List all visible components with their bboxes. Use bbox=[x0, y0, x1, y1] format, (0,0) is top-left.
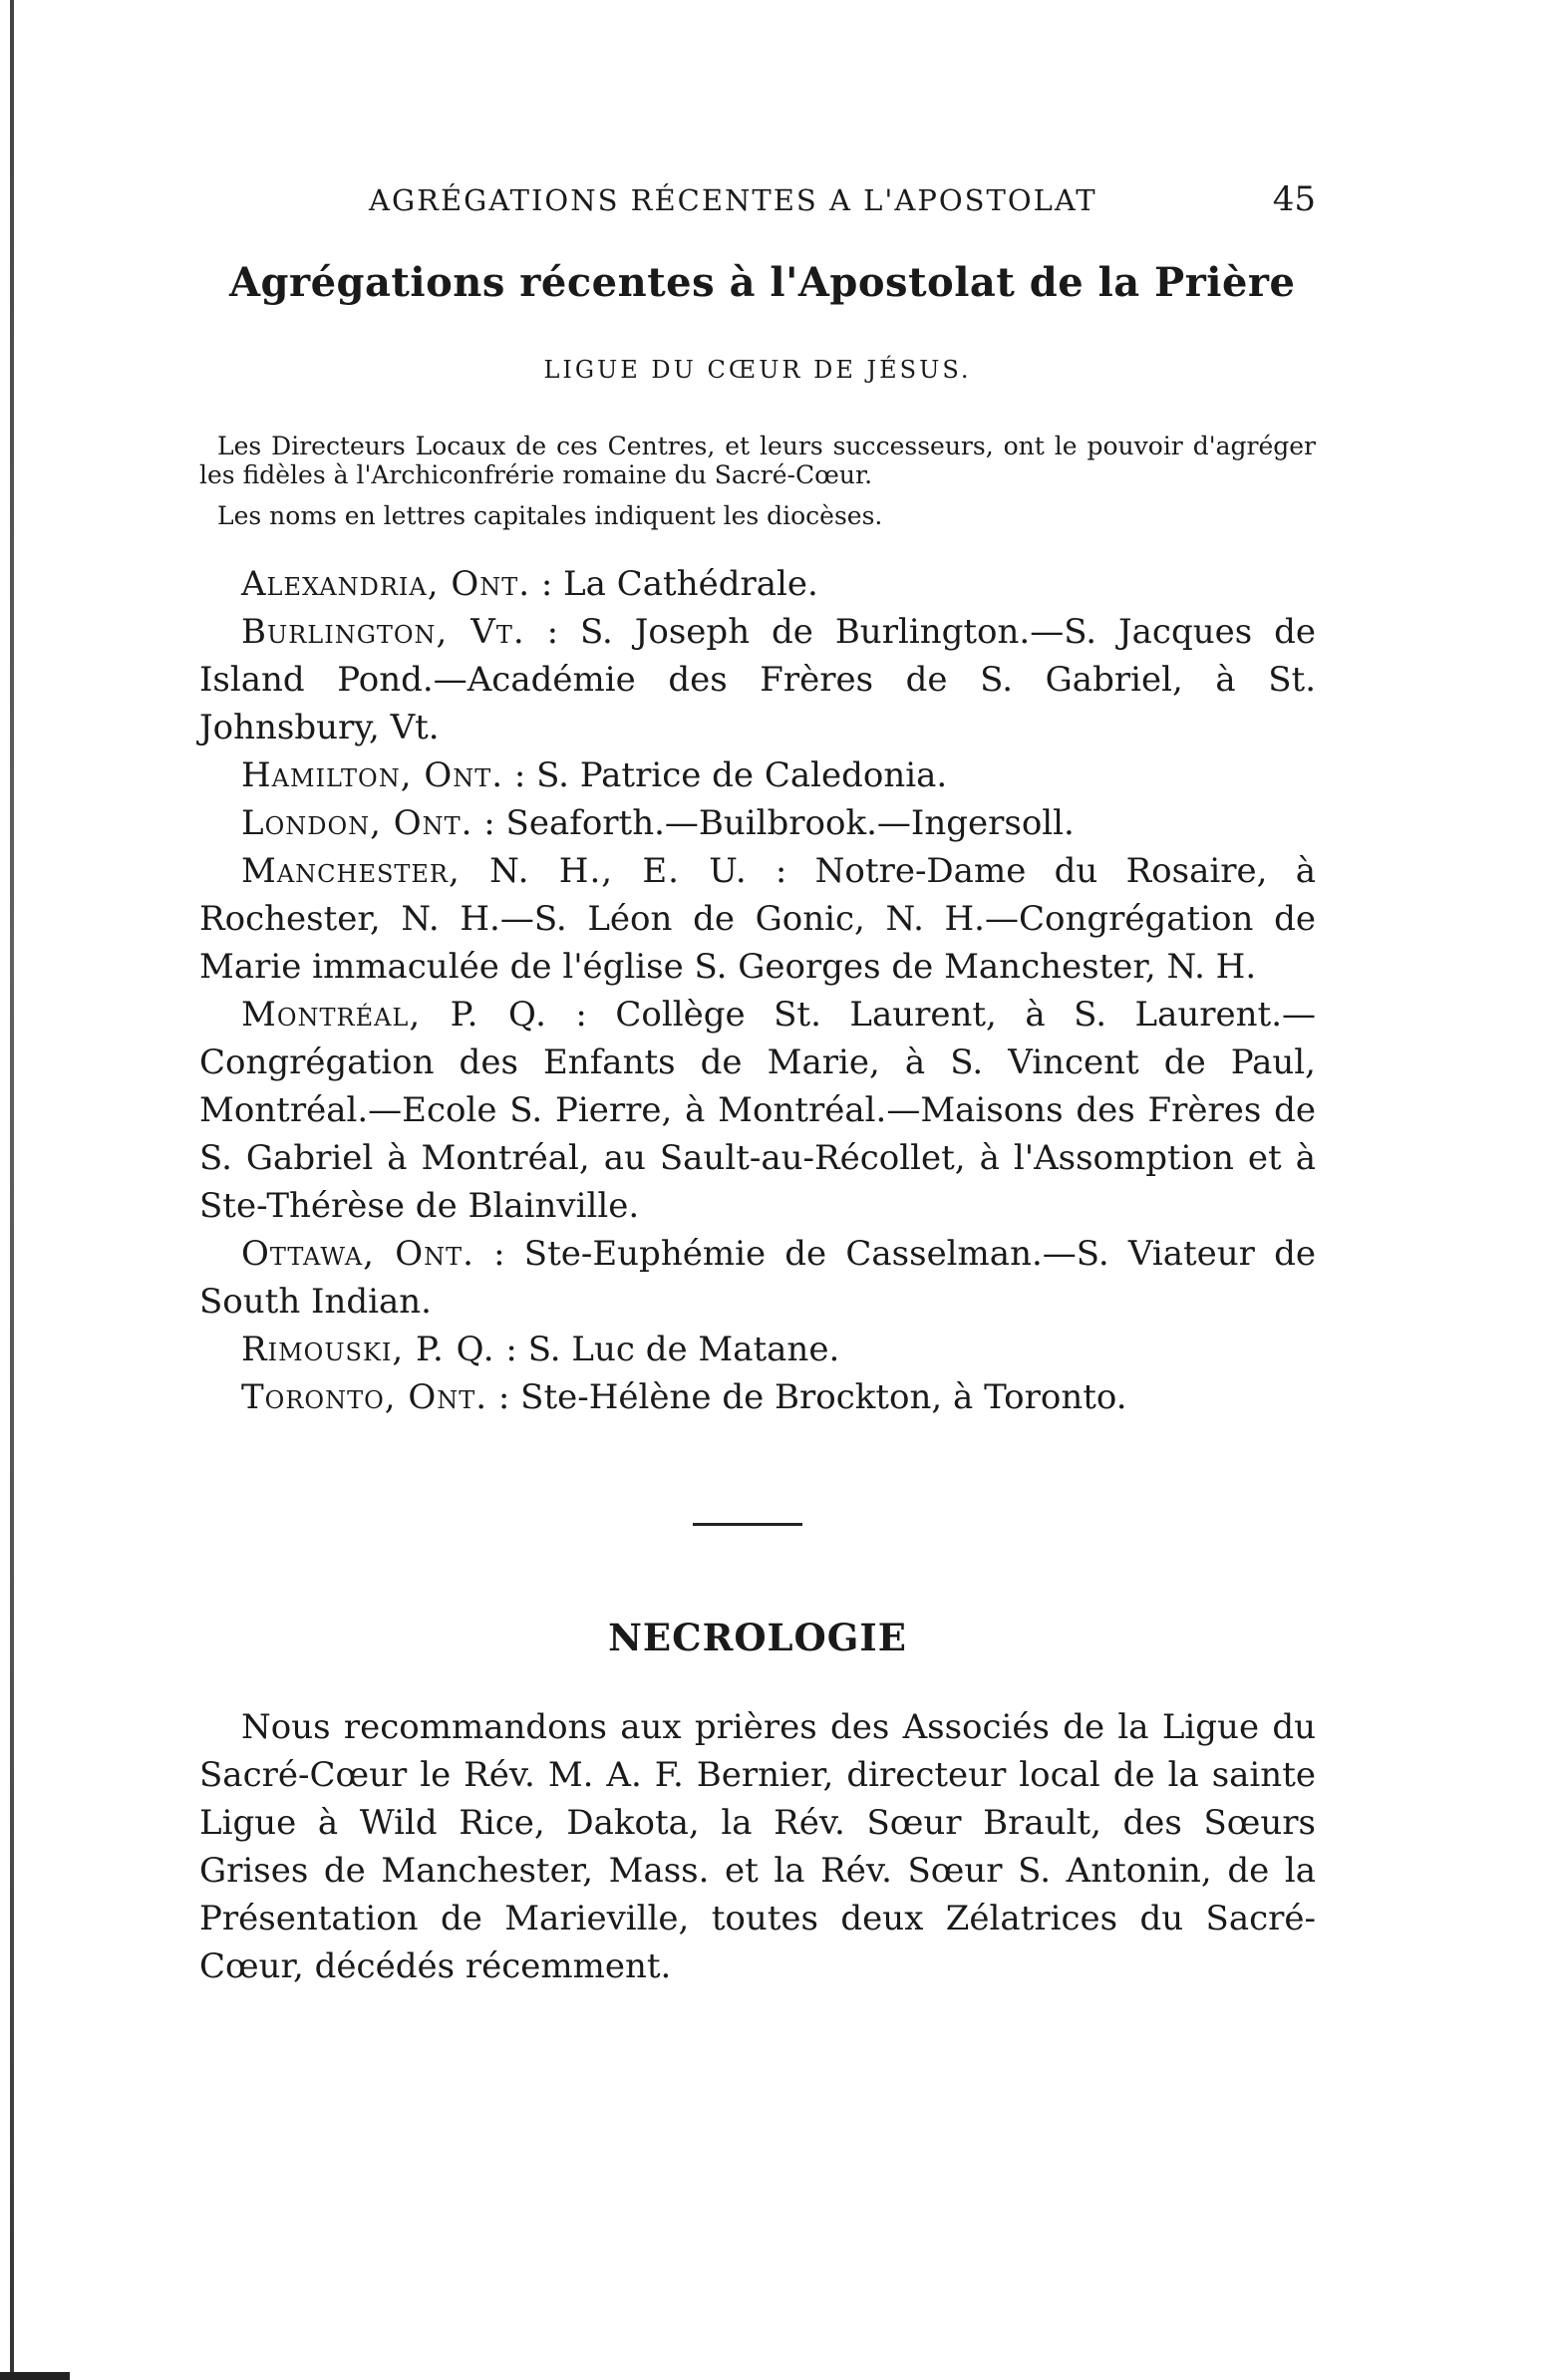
list-item bbox=[199, 991, 1316, 1230]
intro-paragraph: Les Directeurs Locaux de ces Centres, et leurs successeurs, ont le pouvoir d'agréger les fidèles à l'Archiconfrérie romaine du Sacré-Cœur. bbox=[199, 432, 1316, 489]
entry-text: : S. Luc de Matane. bbox=[494, 1330, 840, 1369]
list-item bbox=[199, 1230, 1316, 1326]
aggregation-list bbox=[199, 560, 1316, 1421]
list-item bbox=[199, 608, 1316, 751]
entry-text: : Seaforth.—Builbrook.—Ingersoll. bbox=[472, 803, 1075, 843]
diocese-name: Manchester, N. H., E. U. bbox=[241, 851, 748, 891]
list-item bbox=[199, 847, 1316, 991]
diocese-name: Toronto, Ont. bbox=[241, 1377, 488, 1417]
diocese-name: Ottawa, Ont. bbox=[241, 1234, 474, 1274]
entry-text: : S. Joseph de Burlington.—S. Jacques de Island Pond.—Académie des Frères de S. Gabriel, à St. Johnsbury, Vt. bbox=[199, 612, 1316, 747]
entry-text: : Collège St. Laurent, à S. Laurent.—Congrégation des Enfants de Marie, à S. Vincent de Paul, Montréal.—Ecole S. Pierre, à Montréal.—Maisons des Frères de S. Gabriel à Montréal, au Sault-au-Récollet, à l'Assomption et à Ste-Thérèse de Blainville. bbox=[199, 995, 1316, 1226]
diocese-name: Montréal, P. Q. bbox=[241, 995, 547, 1035]
page-title: Agrégations récentes à l'Apostolat de la Prière bbox=[229, 259, 1296, 306]
diocese-name: Burlington, Vt. bbox=[241, 612, 525, 652]
diocese-name: Hamilton, Ont. bbox=[241, 755, 504, 795]
entry-text: : Ste-Euphémie de Casselman.—S. Viateur de South Indian. bbox=[199, 1234, 1317, 1322]
necrology-heading: NECROLOGIE bbox=[608, 1616, 907, 1659]
entry-text: : La Cathédrale. bbox=[530, 564, 818, 604]
list-item bbox=[199, 560, 1316, 608]
necrology-paragraph: Nous recommandons aux prières des Associés de la Ligue du Sacré-Cœur le Rév. M. A. F. Bernier, directeur local de la sainte Ligue à Wild Rice, Dakota, la Rév. Sœur Brault, des Sœurs Grises de Manchester, Mass. et la Rév. Sœur S. Antonin, de la Présentation de Marieville, toutes deux Zélatrices du Sacré-Cœur, décédés récemment. bbox=[199, 1707, 1316, 1986]
entry-text: : Ste-Hélène de Brockton, à Toronto. bbox=[487, 1377, 1127, 1417]
scan-corner-mark bbox=[0, 2372, 70, 2380]
diocese-name: London, Ont. bbox=[241, 803, 473, 843]
list-item bbox=[199, 751, 1316, 799]
running-head bbox=[199, 179, 1316, 219]
diocese-name: Alexandria, Ont. bbox=[241, 564, 531, 604]
scan-binding-edge bbox=[10, 0, 14, 2380]
page-number: 45 bbox=[1272, 179, 1316, 219]
intro-note: Les noms en lettres capitales indiquent les diocèses. bbox=[217, 501, 883, 530]
entry-text: : S. Patrice de Caledonia. bbox=[503, 755, 948, 795]
diocese-name: Rimouski, P. Q. bbox=[241, 1330, 495, 1369]
running-head-title: AGRÉGATIONS RÉCENTES A L'APOSTOLAT bbox=[369, 183, 1097, 217]
list-item bbox=[199, 1373, 1316, 1421]
section-divider bbox=[693, 1523, 802, 1526]
section-subtitle: LIGUE DU CŒUR DE JÉSUS. bbox=[543, 356, 972, 384]
page bbox=[199, 179, 1316, 1990]
list-item bbox=[199, 799, 1316, 847]
list-item bbox=[199, 1326, 1316, 1373]
entry-text: : Notre-Dame du Rosaire, à Rochester, N. H.—S. Léon de Gonic, N. H.—Congrégation de Marie immaculée de l'église S. Georges de Manchester, N. H. bbox=[199, 851, 1316, 987]
